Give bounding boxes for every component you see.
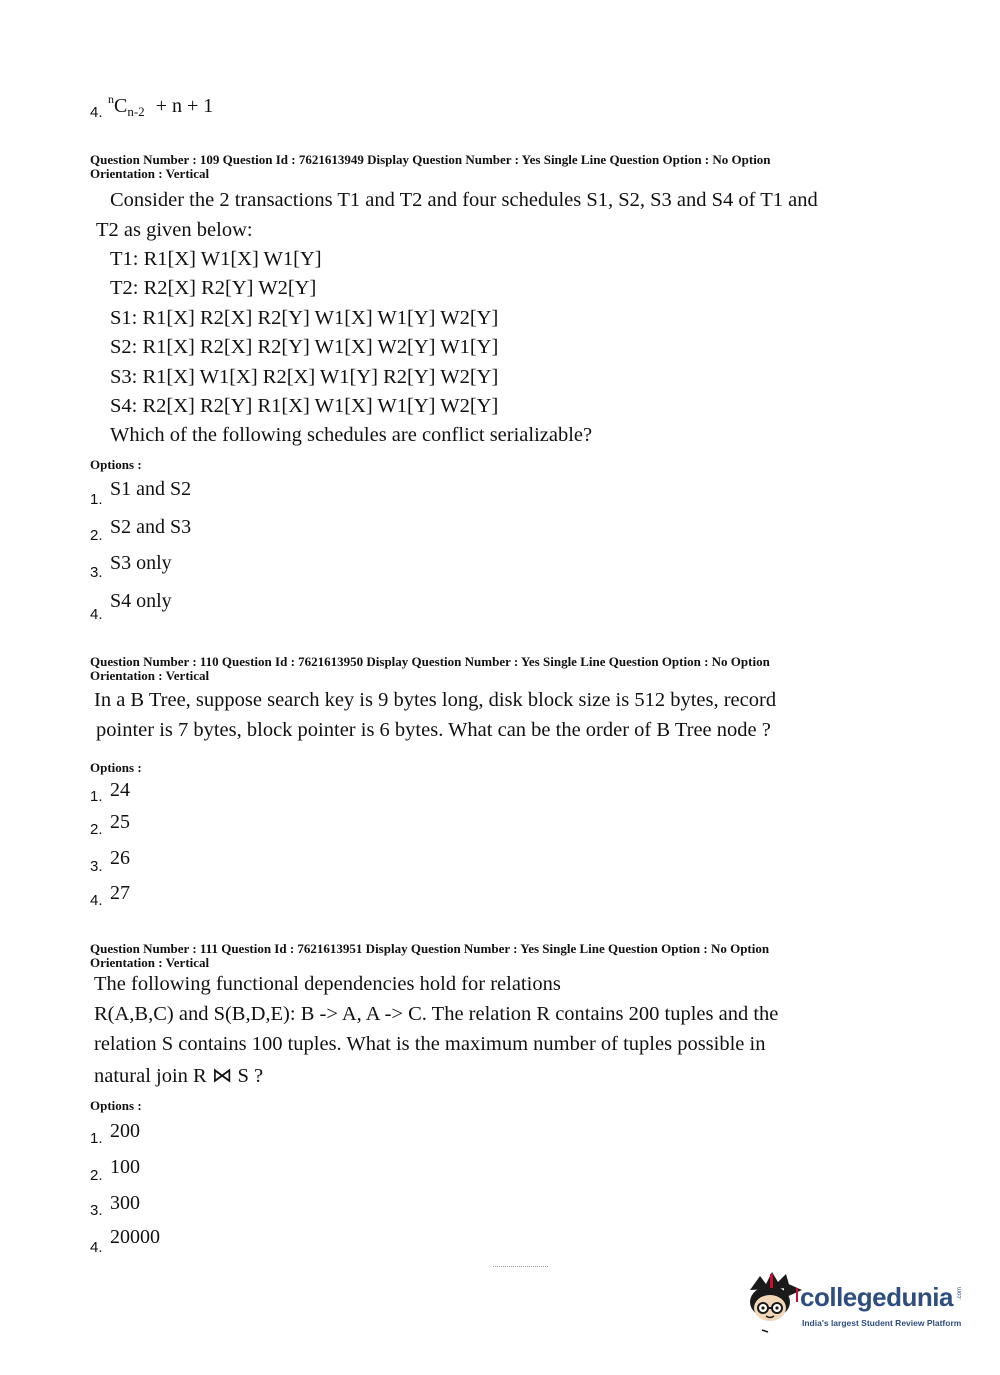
- mascot-icon: [740, 1268, 804, 1338]
- option-text: 26: [110, 847, 130, 869]
- formula-superscript: n: [108, 92, 114, 106]
- question-text-line: In a B Tree, suppose search key is 9 bytes long, disk block size is 512 bytes, record: [94, 689, 777, 711]
- question-text-line: The following functional dependencies hold for relations: [94, 973, 561, 995]
- options-label: Options :: [90, 457, 142, 472]
- option-number: 1.: [90, 788, 103, 805]
- top-option-number: 4.: [90, 104, 103, 121]
- question-meta-line1: Question Number : 110 Question Id : 7621613950 Display Question Number : Yes Single Line Question Option : No Option: [90, 654, 770, 669]
- question-text-line: R(A,B,C) and S(B,D,E): B -> A, A -> C. The relation R contains 200 tuples and the: [94, 1003, 779, 1025]
- option-text: S3 only: [110, 552, 172, 574]
- question-text-line: relation S contains 100 tuples. What is the maximum number of tuples possible in: [94, 1033, 766, 1055]
- formula-tail: + n + 1: [155, 95, 214, 117]
- options-label: Options :: [90, 760, 142, 775]
- question-text-line: Which of the following schedules are conflict serializable?: [110, 424, 593, 446]
- option-number: 4.: [90, 892, 103, 909]
- scan-mark: [493, 1266, 548, 1268]
- question-text-line: S3: R1[X] W1[X] R2[X] W1[Y] R2[Y] W2[Y]: [110, 366, 499, 388]
- option-number: 3.: [90, 1202, 103, 1219]
- option-text: 24: [110, 779, 130, 801]
- question-meta-line2: Orientation : Vertical: [90, 166, 210, 181]
- question-meta-line2: Orientation : Vertical: [90, 668, 210, 683]
- brand-suffix: .com: [957, 1286, 963, 1300]
- option-text: S2 and S3: [110, 516, 192, 538]
- option-text: 100: [110, 1156, 140, 1178]
- option-text: S1 and S2: [110, 478, 192, 500]
- brand-name: collegedunia: [800, 1282, 953, 1312]
- options-label: Options :: [90, 1098, 142, 1113]
- question-text-line: S1: R1[X] R2[X] R2[Y] W1[X] W1[Y] W2[Y]: [110, 307, 499, 329]
- option-text: 25: [110, 811, 130, 833]
- option-number: 3.: [90, 858, 103, 875]
- option-number: 1.: [90, 491, 103, 508]
- option-text: 300: [110, 1192, 140, 1214]
- option-number: 3.: [90, 564, 103, 581]
- collegedunia-logo: [740, 1268, 970, 1348]
- option-number: 2.: [90, 821, 103, 838]
- option-number: 2.: [90, 527, 103, 544]
- option-text: 20000: [110, 1226, 160, 1248]
- formula-subscript: n-2: [127, 104, 145, 119]
- brand-tagline: India's largest Student Review Platform: [802, 1318, 962, 1328]
- option-text: S4 only: [110, 590, 172, 612]
- question-text-line: S4: R2[X] R2[Y] R1[X] W1[X] W1[Y] W2[Y]: [110, 395, 499, 417]
- question-text-line: S2: R1[X] R2[X] R2[Y] W1[X] W2[Y] W1[Y]: [110, 336, 499, 358]
- option-number: 2.: [90, 1167, 103, 1184]
- option-number: 1.: [90, 1130, 103, 1147]
- option-text: 200: [110, 1120, 140, 1142]
- option-text: 27: [110, 882, 130, 904]
- question-text-line: Consider the 2 transactions T1 and T2 and four schedules S1, S2, S3 and S4 of T1 and: [110, 189, 818, 211]
- question-text-line: T2 as given below:: [96, 219, 253, 241]
- question-meta-line2: Orientation : Vertical: [90, 955, 210, 970]
- question-text-line: T1: R1[X] W1[X] W1[Y]: [110, 248, 322, 270]
- top-option-formula: [108, 92, 213, 120]
- question-text-line: pointer is 7 bytes, block pointer is 6 bytes. What can be the order of B Tree node ?: [96, 719, 771, 741]
- question-meta-line1: Question Number : 111 Question Id : 7621613951 Display Question Number : Yes Single Line Question Option : No Option: [90, 941, 770, 956]
- formula-letter: C: [114, 95, 128, 117]
- question-meta-line1: Question Number : 109 Question Id : 7621613949 Display Question Number : Yes Single Line Question Option : No Option: [90, 152, 771, 167]
- question-text-line: natural join R ⋈ S ?: [94, 1065, 264, 1087]
- option-number: 4.: [90, 606, 103, 623]
- question-text-line: T2: R2[X] R2[Y] W2[Y]: [110, 277, 317, 299]
- option-number: 4.: [90, 1239, 103, 1256]
